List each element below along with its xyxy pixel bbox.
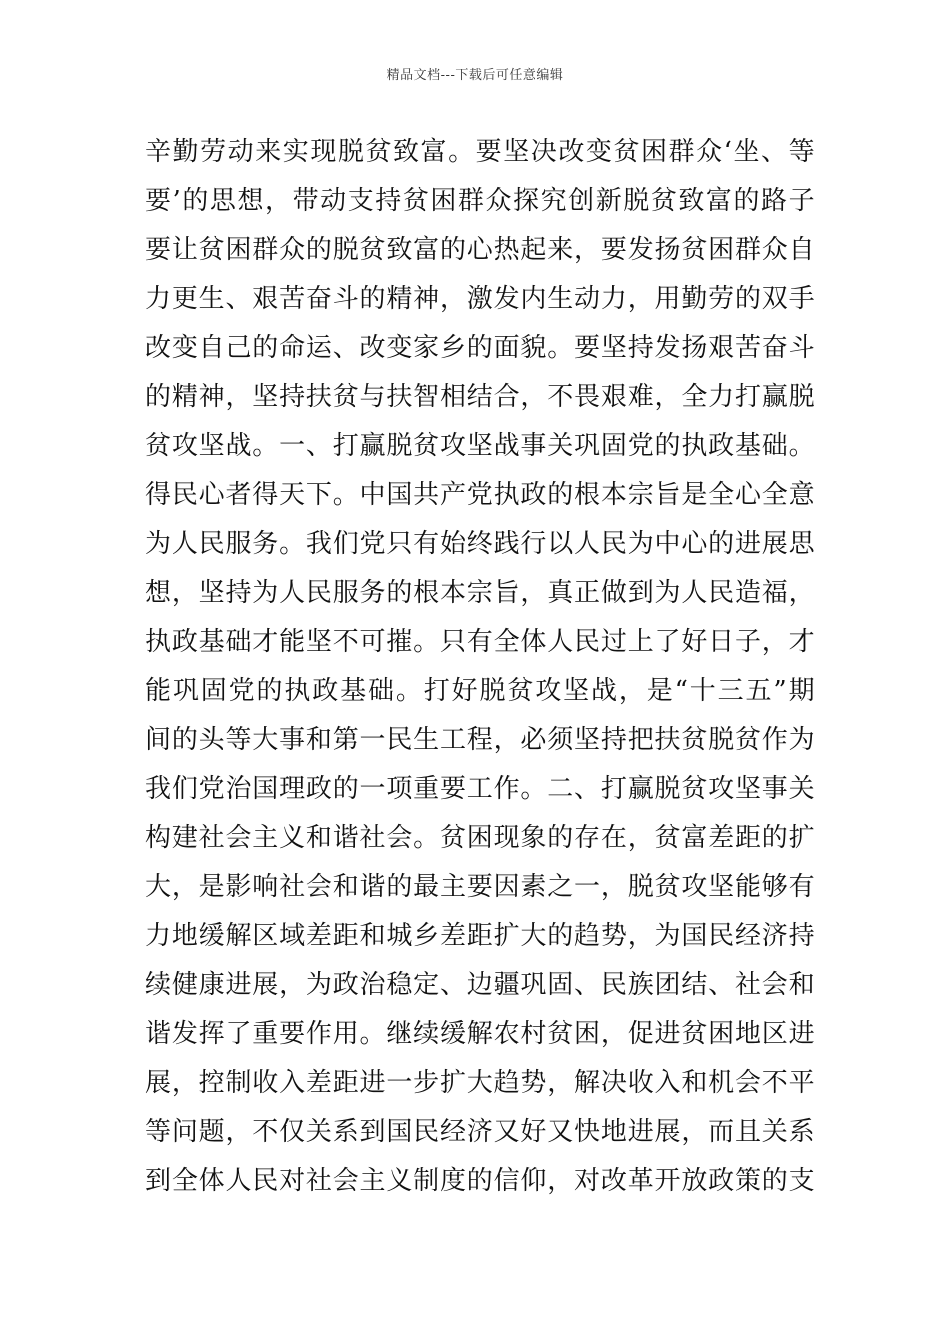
text-line: 力更生、艰苦奋斗的精神，激发内生动力，用勤劳的双手 bbox=[145, 284, 815, 314]
text-line: 的精神，坚持扶贫与扶智相结合，不畏艰难，全力打赢脱 bbox=[145, 382, 815, 412]
text-line: 辛勤劳动来实现脱贫致富。要坚决改变贫困群众‘坐、等 bbox=[145, 137, 815, 167]
text-line: 构建社会主义和谐社会。贫困现象的存在，贫富差距的扩 bbox=[145, 823, 815, 853]
text-line: 展，控制收入差距进一步扩大趋势，解决收入和机会不平 bbox=[145, 1068, 815, 1098]
text-line: 谐发挥了重要作用。继续缓解农村贫困，促进贫困地区进 bbox=[145, 1019, 815, 1049]
page-header: 精品文档---下载后可任意编辑 bbox=[386, 68, 564, 83]
text-line: 大，是影响社会和谐的最主要因素之一，脱贫攻坚能够有 bbox=[145, 872, 815, 902]
text-line: 要’的思想，带动支持贫困群众探究创新脱贫致富的路子 bbox=[145, 186, 815, 216]
text-line: 贫攻坚战。一、打赢脱贫攻坚战事关巩固党的执政基础。 bbox=[145, 431, 815, 461]
text-line: 要让贫困群众的脱贫致富的心热起来，要发扬贫困群众自 bbox=[145, 235, 815, 265]
text-line: 到全体人民对社会主义制度的信仰，对改革开放政策的支 bbox=[145, 1166, 815, 1196]
text-line: 能巩固党的执政基础。打好脱贫攻坚战，是“十三五”期 bbox=[145, 676, 815, 706]
document-body bbox=[145, 128, 815, 1206]
text-line: 改变自己的命运、改变家乡的面貌。要坚持发扬艰苦奋斗 bbox=[145, 333, 815, 363]
text-line: 续健康进展，为政治稳定、边疆巩固、民族团结、社会和 bbox=[145, 970, 815, 1000]
text-line: 为人民服务。我们党只有始终践行以人民为中心的进展思 bbox=[145, 529, 815, 559]
text-line: 等问题，不仅关系到国民经济又好又快地进展，而且关系 bbox=[145, 1117, 815, 1147]
text-line: 执政基础才能坚不可摧。只有全体人民过上了好日子，才 bbox=[145, 627, 815, 657]
text-line: 力地缓解区域差距和城乡差距扩大的趋势，为国民经济持 bbox=[145, 921, 815, 951]
text-line: 我们党治国理政的一项重要工作。二、打赢脱贫攻坚事关 bbox=[145, 774, 815, 804]
text-line: 间的头等大事和第一民生工程，必须坚持把扶贫脱贫作为 bbox=[145, 725, 815, 755]
text-line: 得民心者得天下。中国共产党执政的根本宗旨是全心全意 bbox=[145, 480, 815, 510]
text-line: 想，坚持为人民服务的根本宗旨，真正做到为人民造福， bbox=[145, 578, 815, 608]
